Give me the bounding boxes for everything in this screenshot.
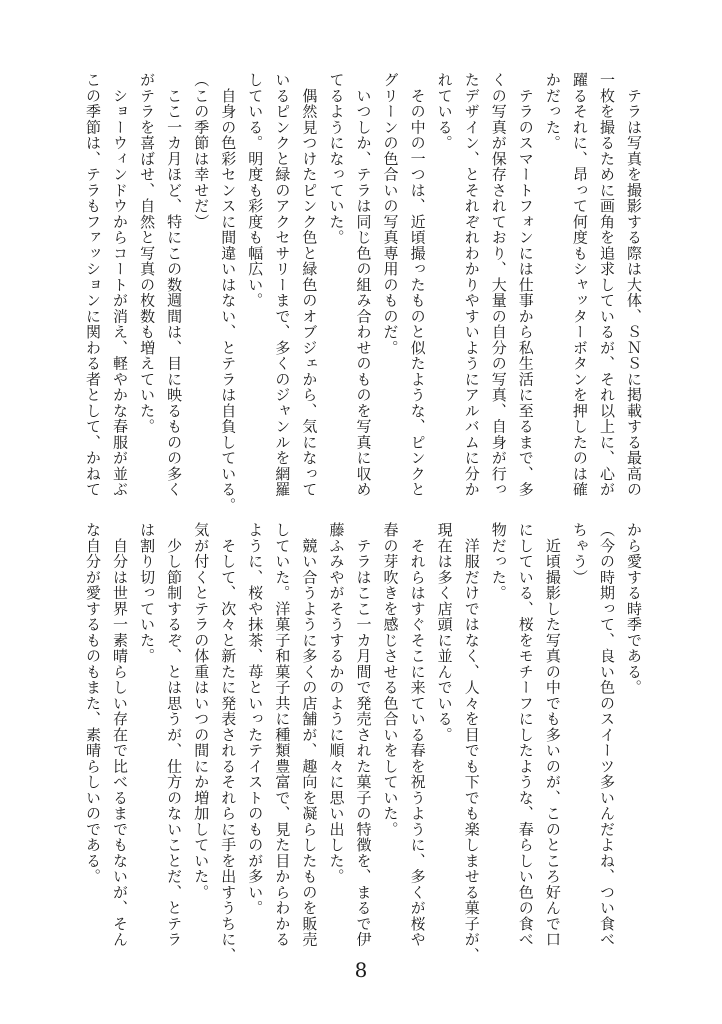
text-column: いるピンクと緑のアクセサリーまで、多くのジャンルを網羅 bbox=[273, 72, 292, 498]
text-column: していた。洋菓子和菓子共に種類豊富で、見た目からわかる bbox=[273, 522, 292, 948]
text-column: 自身の色彩センスに間違いはない、とテラは自負している。 bbox=[219, 72, 238, 513]
text-column: 藤ふみやがそうするかのように順々に思い出した。 bbox=[327, 522, 346, 885]
top-text-block bbox=[0, 72, 722, 513]
text-column: この季節は、テラもファッションに関わる者として、かねて bbox=[84, 72, 102, 498]
text-column: な自分が愛するものもまた、素晴らしいのである。 bbox=[84, 522, 102, 885]
text-column: 競い合うように多くの店舗が、趣向を凝らしたものを販売 bbox=[300, 522, 319, 948]
text-column: 少し節制するぞ、とは思うが、仕方のないことだ、とテラ bbox=[165, 522, 184, 948]
text-column: がテラを喜ばせ、自然と写真の枚数も増えていた。 bbox=[138, 72, 157, 435]
text-column: かだった。 bbox=[543, 72, 562, 151]
text-column: そして、次々と新たに発表されるそれらに手を出すうちに、 bbox=[219, 522, 238, 963]
text-column: 自分は世界一素晴らしい存在で比べるまでもないが、そん bbox=[111, 522, 130, 948]
text-column: グリーンの色合いの写真専用のものだ。 bbox=[381, 72, 400, 356]
text-column: 躍るそれに、昂って何度もシャッターボタンを押したのは確 bbox=[570, 72, 589, 498]
text-column: テラはここ一カ月間で発売された菓子の特徴を、まるで伊 bbox=[354, 522, 373, 948]
text-column: ように、桜や抹茶、苺といったテイストのものが多い。 bbox=[246, 522, 265, 916]
text-column: たデザイン、とそれぞれわかりやすいようにアルバムに分か bbox=[462, 72, 481, 498]
text-column: それらはすぐそこに来ている春を祝うように、多くが桜や bbox=[408, 522, 427, 948]
text-column: 洋服だけではなく、人々を目でも下でも楽しませる菓子が、 bbox=[462, 522, 481, 963]
text-column: は割り切っていた。 bbox=[138, 522, 157, 664]
text-column: から愛する時季である。 bbox=[625, 522, 643, 696]
text-column: している。明度も彩度も幅広い。 bbox=[246, 72, 265, 309]
text-column: テラのスマートフォンには仕事から私生活に至るまで、多 bbox=[516, 72, 535, 498]
text-column: ショーウィンドウからコートが消え、軽やかな春服が並ぶ bbox=[111, 72, 130, 498]
text-column: れている。 bbox=[435, 72, 454, 151]
text-column: くの写真が保存されており、大量の自分の写真、自身が行っ bbox=[489, 72, 508, 498]
text-column: 一枚を撮るために画角を追求しているが、それ以上に、心が bbox=[597, 72, 616, 498]
text-column: 偶然見つけたピンク色と緑色のオブジェから、気になって bbox=[300, 72, 319, 498]
bottom-text-block bbox=[0, 522, 722, 963]
text-column: （この季節は幸せだ） bbox=[192, 72, 211, 230]
text-column: てるようになっていた。 bbox=[327, 72, 346, 246]
text-column: （今の時期って、良い色のスイーツ多いんだよね、つい食べ bbox=[597, 522, 616, 948]
text-column: ここ一カ月ほど、特にこの数週間は、目に映るものの多く bbox=[165, 72, 184, 498]
text-column: 物だった。 bbox=[489, 522, 508, 601]
text-column: その中の一つは、近頃撮ったものと似たような、ピンクと bbox=[408, 72, 427, 498]
text-column: にしている、桜をモチーフにしたような、春らしい色の食べ bbox=[516, 522, 535, 948]
text-column: 春の芽吹きを感じさせる色合いをしていた。 bbox=[381, 522, 400, 837]
text-column: 気が付くとテラの体重はいつの間にか増加していた。 bbox=[192, 522, 211, 900]
text-column: いつしか、テラは同じ色の組み合わせのものを写真に収め bbox=[354, 72, 373, 498]
text-column: テラは写真を撮影する際は大体、ＳＮＳに掲載する最高の bbox=[625, 72, 643, 498]
text-column: 近頃撮影した写真の中でも多いのが、このところ好んで口 bbox=[543, 522, 562, 948]
text-column: ちゃう） bbox=[570, 522, 589, 585]
page-number: 8 bbox=[354, 958, 368, 982]
text-column: 現在は多く店頭に並んでいる。 bbox=[435, 522, 454, 743]
